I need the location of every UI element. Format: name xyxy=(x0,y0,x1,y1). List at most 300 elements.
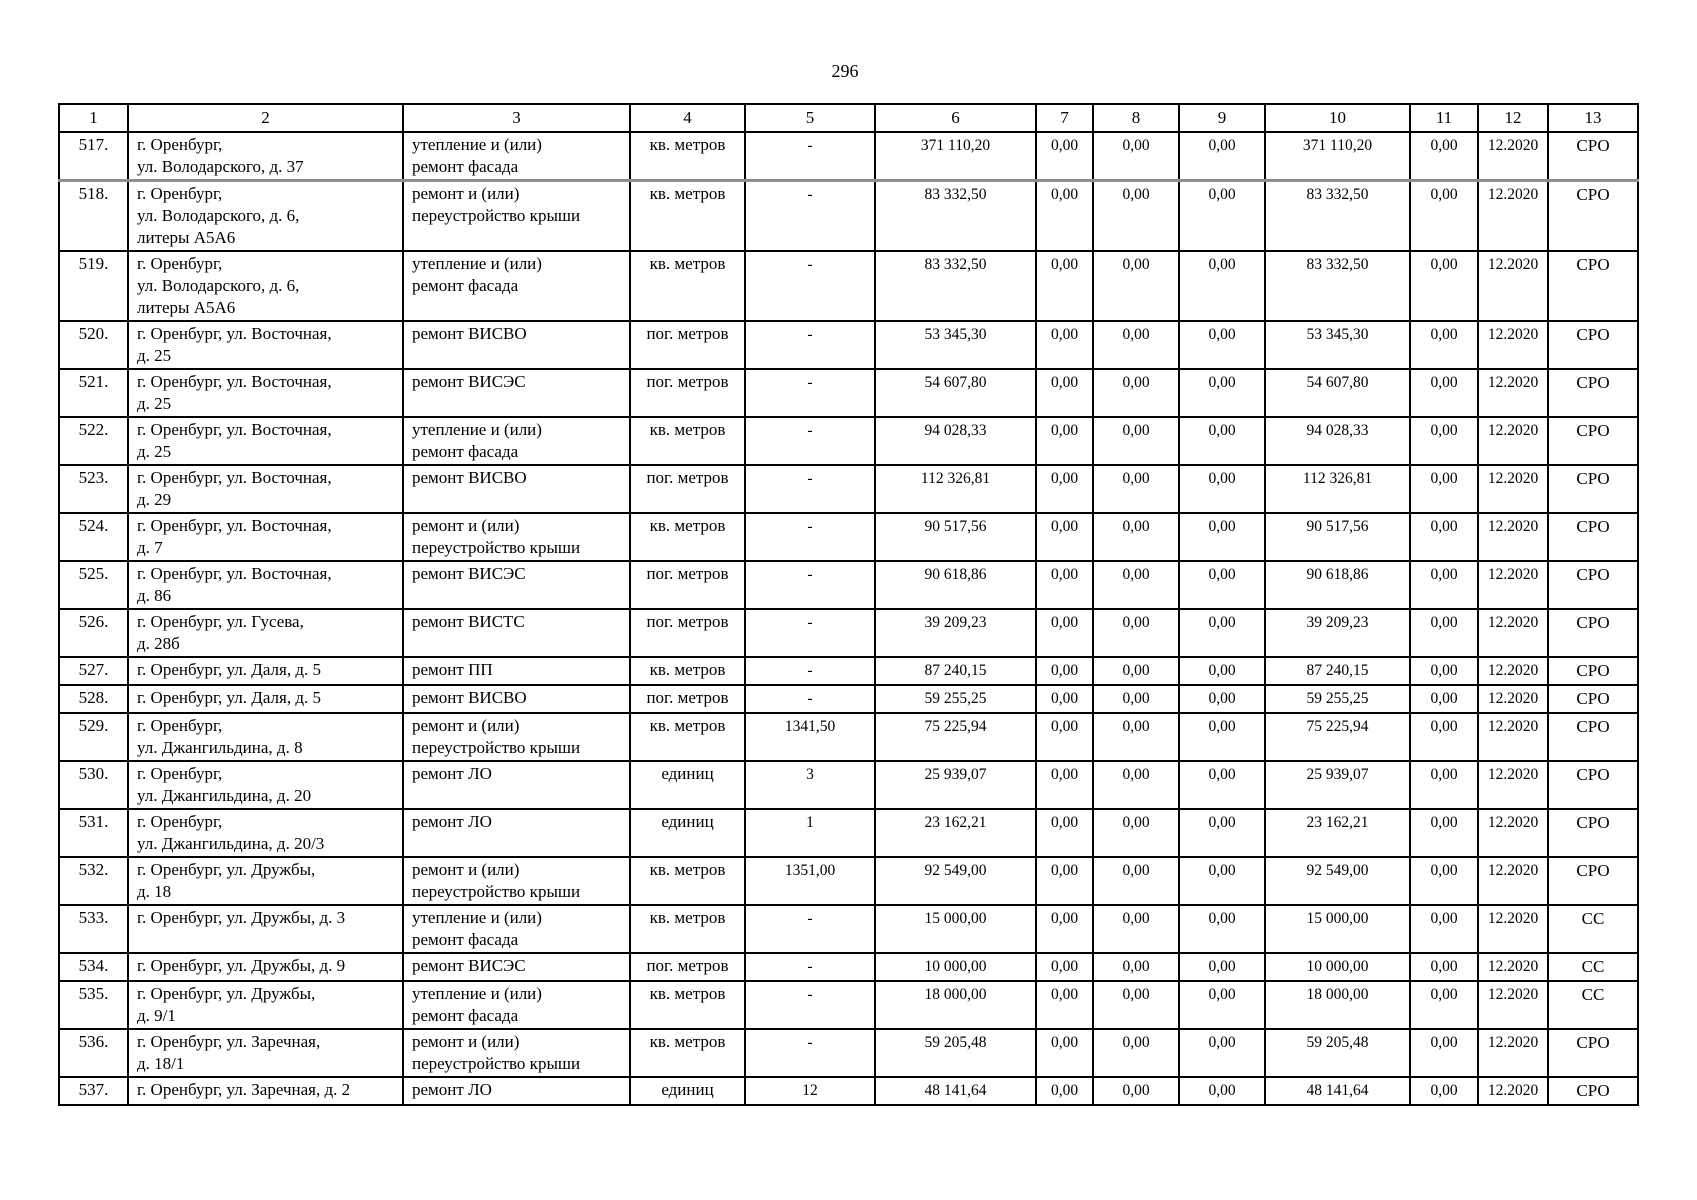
cell-col7: 0,00 xyxy=(1036,981,1093,1029)
cell-col9: 0,00 xyxy=(1179,251,1265,321)
cell-completion-date: 12.2020 xyxy=(1478,321,1548,369)
text-line: переустройство крыши xyxy=(412,1054,581,1073)
cell-col7: 0,00 xyxy=(1036,905,1093,953)
text-line: утепление и (или) xyxy=(412,984,542,1003)
cell-col8: 0,00 xyxy=(1093,513,1179,561)
text-line: д. 29 xyxy=(137,490,172,509)
text-line: г. Оренбург, ул. Даля, д. 5 xyxy=(137,660,322,679)
text-line: ремонт ЛО xyxy=(412,764,492,783)
cell-volume: - xyxy=(745,465,875,513)
text-line: ул. Володарского, д. 6, xyxy=(137,206,300,225)
cell-unit: кв. метров xyxy=(630,417,745,465)
cell-row-number: 537. xyxy=(59,1077,128,1105)
cell-cost: 59 205,48 xyxy=(875,1029,1036,1077)
cell-cost: 83 332,50 xyxy=(875,251,1036,321)
cell-address xyxy=(128,251,403,321)
text-line: г. Оренбург, ул. Восточная, xyxy=(137,468,332,487)
text-line: ремонт и (или) xyxy=(412,1032,520,1051)
text-line: г. Оренбург, ул. Дружбы, д. 3 xyxy=(137,908,346,927)
cell-address xyxy=(128,857,403,905)
text-line: г. Оренбург, xyxy=(137,812,223,831)
cell-unit: кв. метров xyxy=(630,181,745,252)
cell-col10: 18 000,00 xyxy=(1265,981,1410,1029)
cell-address xyxy=(128,609,403,657)
text-line: г. Оренбург, xyxy=(137,135,223,154)
cell-col11: 0,00 xyxy=(1410,321,1478,369)
cell-row-number: 533. xyxy=(59,905,128,953)
text-line: г. Оренбург, ул. Восточная, xyxy=(137,420,332,439)
cell-cost: 54 607,80 xyxy=(875,369,1036,417)
cell-col9: 0,00 xyxy=(1179,561,1265,609)
cell-unit: кв. метров xyxy=(630,857,745,905)
cell-address xyxy=(128,561,403,609)
cell-status: СРО xyxy=(1548,657,1638,685)
cell-volume: - xyxy=(745,657,875,685)
table-row xyxy=(59,321,1638,369)
cell-address xyxy=(128,981,403,1029)
cell-col8: 0,00 xyxy=(1093,417,1179,465)
cell-col8: 0,00 xyxy=(1093,1077,1179,1105)
cell-row-number: 520. xyxy=(59,321,128,369)
cell-col8: 0,00 xyxy=(1093,857,1179,905)
cell-address xyxy=(128,761,403,809)
text-line: д. 25 xyxy=(137,394,172,413)
cell-volume: - xyxy=(745,561,875,609)
cell-col7: 0,00 xyxy=(1036,251,1093,321)
text-line: д. 18 xyxy=(137,882,172,901)
cell-row-number: 536. xyxy=(59,1029,128,1077)
cell-completion-date: 12.2020 xyxy=(1478,857,1548,905)
cell-work-type xyxy=(403,369,630,417)
cell-col7: 0,00 xyxy=(1036,513,1093,561)
cell-work-type xyxy=(403,685,630,713)
text-line: г. Оренбург, ул. Восточная, xyxy=(137,324,332,343)
text-line: ремонт и (или) xyxy=(412,860,520,879)
table-row xyxy=(59,609,1638,657)
header-col-6: 6 xyxy=(875,104,1036,132)
cell-col10: 25 939,07 xyxy=(1265,761,1410,809)
cell-col9: 0,00 xyxy=(1179,1077,1265,1105)
table-row xyxy=(59,1029,1638,1077)
cell-volume: - xyxy=(745,132,875,181)
cell-status: СРО xyxy=(1548,1077,1638,1105)
cell-row-number: 529. xyxy=(59,713,128,761)
cell-unit: кв. метров xyxy=(630,981,745,1029)
cell-col11: 0,00 xyxy=(1410,809,1478,857)
cell-col9: 0,00 xyxy=(1179,981,1265,1029)
text-line: ремонт ВИСВО xyxy=(412,468,527,487)
cell-col11: 0,00 xyxy=(1410,561,1478,609)
cell-completion-date: 12.2020 xyxy=(1478,685,1548,713)
cell-status: СС xyxy=(1548,905,1638,953)
cell-col10: 83 332,50 xyxy=(1265,181,1410,252)
cell-col11: 0,00 xyxy=(1410,465,1478,513)
cell-volume: - xyxy=(745,905,875,953)
text-line: г. Оренбург, xyxy=(137,254,223,273)
cell-col11: 0,00 xyxy=(1410,953,1478,981)
cell-col8: 0,00 xyxy=(1093,953,1179,981)
cell-row-number: 530. xyxy=(59,761,128,809)
cell-address xyxy=(128,905,403,953)
text-line: ремонт фасада xyxy=(412,1006,519,1025)
cell-cost: 25 939,07 xyxy=(875,761,1036,809)
cell-col8: 0,00 xyxy=(1093,609,1179,657)
text-line: ул. Джангильдина, д. 20 xyxy=(137,786,312,805)
table-row xyxy=(59,905,1638,953)
cell-col7: 0,00 xyxy=(1036,561,1093,609)
cell-col9: 0,00 xyxy=(1179,685,1265,713)
cell-col9: 0,00 xyxy=(1179,657,1265,685)
text-line: ул. Володарского, д. 6, xyxy=(137,276,300,295)
cell-col10: 90 517,56 xyxy=(1265,513,1410,561)
cell-unit: пог. метров xyxy=(630,369,745,417)
table-row xyxy=(59,857,1638,905)
cell-address xyxy=(128,809,403,857)
text-line: д. 86 xyxy=(137,586,172,605)
table-row xyxy=(59,132,1638,181)
cell-col8: 0,00 xyxy=(1093,761,1179,809)
table-row xyxy=(59,251,1638,321)
text-line: д. 9/1 xyxy=(137,1006,176,1025)
cell-status: СРО xyxy=(1548,1029,1638,1077)
cell-row-number: 519. xyxy=(59,251,128,321)
cell-cost: 53 345,30 xyxy=(875,321,1036,369)
cell-col7: 0,00 xyxy=(1036,609,1093,657)
cell-cost: 90 618,86 xyxy=(875,561,1036,609)
text-line: г. Оренбург, ул. Даля, д. 5 xyxy=(137,688,322,707)
cell-col9: 0,00 xyxy=(1179,513,1265,561)
cell-col10: 87 240,15 xyxy=(1265,657,1410,685)
cell-completion-date: 12.2020 xyxy=(1478,609,1548,657)
cell-unit: кв. метров xyxy=(630,132,745,181)
header-col-8: 8 xyxy=(1093,104,1179,132)
cell-completion-date: 12.2020 xyxy=(1478,657,1548,685)
cell-col10: 23 162,21 xyxy=(1265,809,1410,857)
cell-status: СРО xyxy=(1548,369,1638,417)
cell-unit: единиц xyxy=(630,761,745,809)
cell-col10: 39 209,23 xyxy=(1265,609,1410,657)
text-line: ремонт ВИСЭС xyxy=(412,372,526,391)
cell-col9: 0,00 xyxy=(1179,465,1265,513)
cell-status: СРО xyxy=(1548,417,1638,465)
cell-address xyxy=(128,1029,403,1077)
cell-completion-date: 12.2020 xyxy=(1478,905,1548,953)
cell-completion-date: 12.2020 xyxy=(1478,181,1548,252)
text-line: ремонт ВИСВО xyxy=(412,688,527,707)
header-col-11: 11 xyxy=(1410,104,1478,132)
text-line: ремонт и (или) xyxy=(412,184,520,203)
text-line: д. 25 xyxy=(137,442,172,461)
header-col-7: 7 xyxy=(1036,104,1093,132)
cell-address xyxy=(128,417,403,465)
table-row xyxy=(59,417,1638,465)
cell-cost: 90 517,56 xyxy=(875,513,1036,561)
cell-col7: 0,00 xyxy=(1036,657,1093,685)
table-row xyxy=(59,981,1638,1029)
table-row xyxy=(59,761,1638,809)
cell-col9: 0,00 xyxy=(1179,369,1265,417)
cell-col8: 0,00 xyxy=(1093,1029,1179,1077)
text-line: утепление и (или) xyxy=(412,135,542,154)
cell-col11: 0,00 xyxy=(1410,761,1478,809)
text-line: переустройство крыши xyxy=(412,882,581,901)
cell-unit: пог. метров xyxy=(630,609,745,657)
cell-unit: кв. метров xyxy=(630,251,745,321)
text-line: ремонт ЛО xyxy=(412,812,492,831)
cell-address xyxy=(128,685,403,713)
cell-col10: 10 000,00 xyxy=(1265,953,1410,981)
cell-work-type xyxy=(403,905,630,953)
cell-col9: 0,00 xyxy=(1179,321,1265,369)
cell-col7: 0,00 xyxy=(1036,1029,1093,1077)
cell-col8: 0,00 xyxy=(1093,685,1179,713)
cell-row-number: 526. xyxy=(59,609,128,657)
cell-row-number: 528. xyxy=(59,685,128,713)
cell-completion-date: 12.2020 xyxy=(1478,953,1548,981)
text-line: д. 18/1 xyxy=(137,1054,185,1073)
cell-col11: 0,00 xyxy=(1410,181,1478,252)
header-col-10: 10 xyxy=(1265,104,1410,132)
cell-work-type xyxy=(403,609,630,657)
cell-col10: 53 345,30 xyxy=(1265,321,1410,369)
page-number: 296 xyxy=(831,61,859,81)
text-line: переустройство крыши xyxy=(412,738,581,757)
text-line: г. Оренбург, xyxy=(137,764,223,783)
cell-col10: 94 028,33 xyxy=(1265,417,1410,465)
cell-work-type xyxy=(403,513,630,561)
cell-work-type xyxy=(403,1077,630,1105)
cell-col7: 0,00 xyxy=(1036,132,1093,181)
cell-work-type xyxy=(403,761,630,809)
cell-address xyxy=(128,132,403,181)
text-line: г. Оренбург, xyxy=(137,184,223,203)
cell-completion-date: 12.2020 xyxy=(1478,809,1548,857)
text-line: ул. Джангильдина, д. 8 xyxy=(137,738,303,757)
cell-col11: 0,00 xyxy=(1410,609,1478,657)
cell-volume: - xyxy=(745,417,875,465)
cell-col11: 0,00 xyxy=(1410,417,1478,465)
text-line: ремонт фасада xyxy=(412,442,519,461)
cell-col10: 15 000,00 xyxy=(1265,905,1410,953)
cell-address xyxy=(128,369,403,417)
cell-completion-date: 12.2020 xyxy=(1478,561,1548,609)
cell-col8: 0,00 xyxy=(1093,321,1179,369)
header-col-1: 1 xyxy=(59,104,128,132)
text-line: д. 7 xyxy=(137,538,163,557)
cell-col7: 0,00 xyxy=(1036,809,1093,857)
repairs-table xyxy=(58,103,1639,1106)
cell-row-number: 532. xyxy=(59,857,128,905)
cell-address xyxy=(128,321,403,369)
cell-status: СРО xyxy=(1548,181,1638,252)
cell-cost: 23 162,21 xyxy=(875,809,1036,857)
cell-status: СРО xyxy=(1548,465,1638,513)
cell-col9: 0,00 xyxy=(1179,713,1265,761)
text-line: ремонт фасада xyxy=(412,930,519,949)
text-line: г. Оренбург, ул. Восточная, xyxy=(137,516,332,535)
cell-unit: единиц xyxy=(630,809,745,857)
cell-col8: 0,00 xyxy=(1093,465,1179,513)
text-line: г. Оренбург, ул. Восточная, xyxy=(137,564,332,583)
cell-status: СРО xyxy=(1548,251,1638,321)
cell-cost: 59 255,25 xyxy=(875,685,1036,713)
cell-status: СРО xyxy=(1548,713,1638,761)
cell-work-type xyxy=(403,465,630,513)
text-line: ул. Джангильдина, д. 20/3 xyxy=(137,834,325,853)
cell-cost: 87 240,15 xyxy=(875,657,1036,685)
cell-status: СС xyxy=(1548,981,1638,1029)
cell-col11: 0,00 xyxy=(1410,132,1478,181)
text-line: ремонт ВИСВО xyxy=(412,324,527,343)
cell-row-number: 534. xyxy=(59,953,128,981)
cell-col8: 0,00 xyxy=(1093,905,1179,953)
cell-completion-date: 12.2020 xyxy=(1478,251,1548,321)
cell-volume: 1 xyxy=(745,809,875,857)
cell-volume: 1341,50 xyxy=(745,713,875,761)
text-line: утепление и (или) xyxy=(412,254,542,273)
cell-col11: 0,00 xyxy=(1410,685,1478,713)
cell-col11: 0,00 xyxy=(1410,1029,1478,1077)
text-line: г. Оренбург, xyxy=(137,716,223,735)
cell-address xyxy=(128,953,403,981)
cell-cost: 10 000,00 xyxy=(875,953,1036,981)
cell-col11: 0,00 xyxy=(1410,981,1478,1029)
text-line: д. 28б xyxy=(137,634,180,653)
cell-unit: единиц xyxy=(630,1077,745,1105)
cell-col10: 92 549,00 xyxy=(1265,857,1410,905)
cell-col7: 0,00 xyxy=(1036,369,1093,417)
cell-row-number: 518. xyxy=(59,181,128,252)
cell-unit: пог. метров xyxy=(630,561,745,609)
header-col-2: 2 xyxy=(128,104,403,132)
cell-unit: кв. метров xyxy=(630,513,745,561)
text-line: ул. Володарского, д. 37 xyxy=(137,157,304,176)
text-line: литеры А5А6 xyxy=(137,298,236,317)
text-line: г. Оренбург, ул. Заречная, д. 2 xyxy=(137,1080,351,1099)
cell-row-number: 522. xyxy=(59,417,128,465)
cell-row-number: 531. xyxy=(59,809,128,857)
cell-volume: - xyxy=(745,321,875,369)
text-line: ремонт и (или) xyxy=(412,716,520,735)
cell-col9: 0,00 xyxy=(1179,1029,1265,1077)
cell-col9: 0,00 xyxy=(1179,609,1265,657)
cell-completion-date: 12.2020 xyxy=(1478,465,1548,513)
cell-col9: 0,00 xyxy=(1179,953,1265,981)
text-line: г. Оренбург, ул. Дружбы, xyxy=(137,860,316,879)
cell-unit: кв. метров xyxy=(630,657,745,685)
cell-status: СС xyxy=(1548,953,1638,981)
cell-col7: 0,00 xyxy=(1036,761,1093,809)
cell-work-type xyxy=(403,1029,630,1077)
cell-col7: 0,00 xyxy=(1036,417,1093,465)
cell-cost: 39 209,23 xyxy=(875,609,1036,657)
cell-col9: 0,00 xyxy=(1179,132,1265,181)
cell-col7: 0,00 xyxy=(1036,181,1093,252)
cell-col11: 0,00 xyxy=(1410,369,1478,417)
text-line: ремонт фасада xyxy=(412,157,519,176)
cell-col10: 54 607,80 xyxy=(1265,369,1410,417)
text-line: ремонт и (или) xyxy=(412,516,520,535)
table-row xyxy=(59,685,1638,713)
cell-col7: 0,00 xyxy=(1036,685,1093,713)
cell-col8: 0,00 xyxy=(1093,657,1179,685)
text-line: г. Оренбург, ул. Восточная, xyxy=(137,372,332,391)
cell-col7: 0,00 xyxy=(1036,713,1093,761)
cell-volume: - xyxy=(745,609,875,657)
cell-unit: пог. метров xyxy=(630,321,745,369)
text-line: г. Оренбург, ул. Дружбы, д. 9 xyxy=(137,956,346,975)
cell-address xyxy=(128,1077,403,1105)
text-line: переустройство крыши xyxy=(412,206,581,225)
table-row xyxy=(59,465,1638,513)
cell-col9: 0,00 xyxy=(1179,857,1265,905)
cell-work-type xyxy=(403,251,630,321)
cell-unit: кв. метров xyxy=(630,1029,745,1077)
cell-col8: 0,00 xyxy=(1093,981,1179,1029)
cell-cost: 83 332,50 xyxy=(875,181,1036,252)
cell-col8: 0,00 xyxy=(1093,132,1179,181)
cell-cost: 94 028,33 xyxy=(875,417,1036,465)
cell-cost: 18 000,00 xyxy=(875,981,1036,1029)
cell-col7: 0,00 xyxy=(1036,1077,1093,1105)
cell-status: СРО xyxy=(1548,132,1638,181)
cell-row-number: 524. xyxy=(59,513,128,561)
cell-col11: 0,00 xyxy=(1410,857,1478,905)
cell-col11: 0,00 xyxy=(1410,1077,1478,1105)
text-line: ремонт ЛО xyxy=(412,1080,492,1099)
cell-status: СРО xyxy=(1548,561,1638,609)
cell-completion-date: 12.2020 xyxy=(1478,417,1548,465)
cell-cost: 48 141,64 xyxy=(875,1077,1036,1105)
text-line: ремонт ВИСТС xyxy=(412,612,525,631)
header-col-13: 13 xyxy=(1548,104,1638,132)
cell-col11: 0,00 xyxy=(1410,513,1478,561)
table-row xyxy=(59,181,1638,252)
text-line: г. Оренбург, ул. Гусева, xyxy=(137,612,304,631)
cell-volume: 3 xyxy=(745,761,875,809)
table-row xyxy=(59,1077,1638,1105)
cell-cost: 371 110,20 xyxy=(875,132,1036,181)
cell-col7: 0,00 xyxy=(1036,465,1093,513)
cell-unit: кв. метров xyxy=(630,905,745,953)
cell-address xyxy=(128,513,403,561)
cell-status: СРО xyxy=(1548,809,1638,857)
cell-volume: - xyxy=(745,981,875,1029)
cell-col10: 90 618,86 xyxy=(1265,561,1410,609)
cell-completion-date: 12.2020 xyxy=(1478,761,1548,809)
cell-work-type xyxy=(403,561,630,609)
cell-col8: 0,00 xyxy=(1093,561,1179,609)
table-row xyxy=(59,369,1638,417)
table-row xyxy=(59,713,1638,761)
cell-completion-date: 12.2020 xyxy=(1478,981,1548,1029)
header-col-4: 4 xyxy=(630,104,745,132)
cell-row-number: 521. xyxy=(59,369,128,417)
cell-col7: 0,00 xyxy=(1036,857,1093,905)
text-line: д. 25 xyxy=(137,346,172,365)
cell-completion-date: 12.2020 xyxy=(1478,132,1548,181)
cell-col10: 48 141,64 xyxy=(1265,1077,1410,1105)
cell-unit: кв. метров xyxy=(630,713,745,761)
cell-col11: 0,00 xyxy=(1410,251,1478,321)
cell-col8: 0,00 xyxy=(1093,251,1179,321)
header-col-9: 9 xyxy=(1179,104,1265,132)
cell-col11: 0,00 xyxy=(1410,713,1478,761)
cell-work-type xyxy=(403,657,630,685)
table-row xyxy=(59,513,1638,561)
cell-work-type xyxy=(403,132,630,181)
text-line: г. Оренбург, ул. Дружбы, xyxy=(137,984,316,1003)
